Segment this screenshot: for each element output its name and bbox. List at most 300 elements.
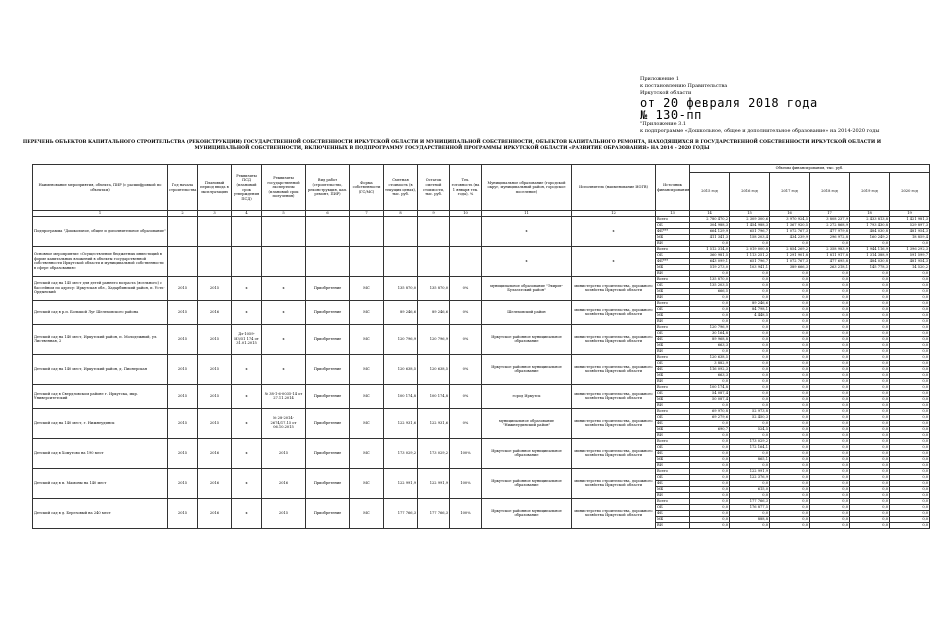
readiness: 0% bbox=[450, 300, 482, 324]
start-year: 2015 bbox=[168, 384, 198, 408]
funding-value: 0,0 bbox=[690, 270, 730, 276]
col-number: 6 bbox=[306, 211, 350, 217]
funding-source: МБ bbox=[656, 486, 690, 492]
object-name: Детский сад в Хомутово на 190 мест bbox=[33, 438, 168, 468]
object-name: Детский сад на 140 мест, Иркутский район, д. Пионерская bbox=[33, 354, 168, 384]
funding-value: 0,0 bbox=[890, 408, 930, 414]
funding-value: 0,0 bbox=[850, 408, 890, 414]
funding-value: 2 358 983,9 bbox=[810, 246, 850, 252]
funding-value: 0,0 bbox=[890, 426, 930, 432]
object-name: Детский сад в п. Мамоны на 140 мест bbox=[33, 468, 168, 498]
funding-source: ОБ bbox=[656, 306, 690, 312]
readiness: 100% bbox=[450, 438, 482, 468]
funding-source: ВИ bbox=[656, 270, 690, 276]
funding-value: 0,0 bbox=[810, 432, 850, 438]
funding-value: 172 164,1 bbox=[730, 444, 770, 450]
funding-value: 0,0 bbox=[810, 450, 850, 456]
ownership bbox=[350, 216, 384, 246]
funding-value: 4 448,5 bbox=[730, 312, 770, 318]
funding-value: 0,0 bbox=[730, 336, 770, 342]
funding-value: 122 991,9 bbox=[730, 468, 770, 474]
funding-value: 0,0 bbox=[770, 396, 810, 402]
funding-value: 1 512 314,0 bbox=[690, 246, 730, 252]
funding-value: 0,0 bbox=[770, 492, 810, 498]
psd-details: x bbox=[232, 276, 262, 300]
funding-value: 145 778,3 bbox=[850, 264, 890, 270]
funding-value: 0,0 bbox=[770, 414, 810, 420]
funding-source: ВИ bbox=[656, 240, 690, 246]
funding-value: 0,0 bbox=[850, 312, 890, 318]
funding-value: 0,0 bbox=[770, 468, 810, 474]
funding-value: 0,0 bbox=[770, 426, 810, 432]
remaining-cost bbox=[418, 246, 450, 276]
funding-value: 0,0 bbox=[850, 474, 890, 480]
remaining-cost: 100 174,8 bbox=[418, 384, 450, 408]
executor: министерство строительства, дорожного хозяйства Иркутской области bbox=[572, 276, 656, 300]
funding-value: 52 973,8 bbox=[730, 408, 770, 414]
psd-details: x bbox=[232, 384, 262, 408]
col-psd: Реквизиты ПСД (плановый срок утверждения ПСД) bbox=[232, 165, 262, 211]
funding-value: 0,0 bbox=[850, 282, 890, 288]
funding-value: 0,0 bbox=[690, 474, 730, 480]
expertise-details: 2015 bbox=[262, 438, 306, 468]
work-type: Приобретение bbox=[306, 498, 350, 528]
funding-value: 0,0 bbox=[810, 384, 850, 390]
decree-date: от 20 февраля 2018 года bbox=[640, 96, 818, 110]
psd-details: x bbox=[232, 498, 262, 528]
funding-value: 1 793 430,8 bbox=[850, 222, 890, 228]
funding-value: 0,0 bbox=[850, 510, 890, 516]
municipality: Иркутское районное муниципальное образование bbox=[482, 354, 572, 384]
municipality: муниципальное образование "Эхирит-Булагатский район" bbox=[482, 276, 572, 300]
funding-value: 3 808 237,9 bbox=[810, 216, 850, 222]
funding-value: 0,0 bbox=[770, 336, 810, 342]
remaining-cost: 135 870,0 bbox=[418, 276, 450, 300]
funding-value: 0,0 bbox=[850, 384, 890, 390]
funding-value: 0,0 bbox=[810, 312, 850, 318]
funding-value: 0,0 bbox=[890, 384, 930, 390]
funding-value: 0,0 bbox=[890, 378, 930, 384]
funding-value: 0,0 bbox=[770, 372, 810, 378]
col-number: 8 bbox=[384, 211, 418, 217]
funding-source: ОБ bbox=[656, 282, 690, 288]
estimated-cost: 135 870,0 bbox=[384, 276, 418, 300]
funding-value: 0,0 bbox=[810, 336, 850, 342]
funding-value: 0,0 bbox=[690, 312, 730, 318]
funding-value: 615,0 bbox=[730, 486, 770, 492]
funding-value: 0,0 bbox=[690, 294, 730, 300]
funding-source: МБ bbox=[656, 312, 690, 318]
expertise-details: x bbox=[262, 276, 306, 300]
executor: министерство строительства, дорожного хозяйства Иркутской области bbox=[572, 468, 656, 498]
appendix-line: к подпрограмме «Дошкольное, общее и дополнительное образование» на 2014-2020 годы bbox=[640, 128, 880, 134]
funding-source: МБ bbox=[656, 372, 690, 378]
readiness: 0% bbox=[450, 276, 482, 300]
funding-value: 0,0 bbox=[730, 348, 770, 354]
col-number: 17 bbox=[810, 211, 850, 217]
funding-value: 0,0 bbox=[890, 480, 930, 486]
municipality: город Иркутск bbox=[482, 384, 572, 408]
municipality: x bbox=[482, 216, 572, 246]
appendix-line: "Приложение 3.1 bbox=[640, 121, 687, 127]
funding-value: 14 520,2 bbox=[890, 264, 930, 270]
funding-source: Всего bbox=[656, 498, 690, 504]
col-year: 2017 год bbox=[770, 173, 810, 211]
funding-value: 84 798,1 bbox=[730, 306, 770, 312]
appendix-line: Иркутской области bbox=[640, 90, 692, 96]
funding-value: 100 174,8 bbox=[690, 384, 730, 390]
end-year: 2015 bbox=[198, 408, 232, 438]
funding-value: 0,0 bbox=[850, 288, 890, 294]
funding-source: МБ bbox=[656, 288, 690, 294]
funding-value: 0,0 bbox=[890, 402, 930, 408]
funding-value: 0,0 bbox=[850, 348, 890, 354]
funding-value: 0,0 bbox=[890, 498, 930, 504]
funding-value: 0,0 bbox=[850, 330, 890, 336]
funding-value: 120 638,5 bbox=[690, 354, 730, 360]
expertise-details: 2015 bbox=[262, 498, 306, 528]
funding-value: 0,0 bbox=[690, 438, 730, 444]
funding-value: 0,0 bbox=[850, 438, 890, 444]
col-customer: Муниципальное образование (городской округ, муниципальный район, городское поселение) bbox=[482, 165, 572, 211]
funding-value: 0,0 bbox=[890, 300, 930, 306]
ownership: МС bbox=[350, 384, 384, 408]
funding-source: ФБ bbox=[656, 366, 690, 372]
col-year: 2020 год bbox=[890, 173, 930, 211]
col-number: 9 bbox=[418, 211, 450, 217]
col-number: 15 bbox=[730, 211, 770, 217]
funding-value: 0,0 bbox=[850, 504, 890, 510]
funding-value: 0,0 bbox=[890, 336, 930, 342]
funding-value: 0,0 bbox=[850, 426, 890, 432]
funding-source: ОБ bbox=[656, 504, 690, 510]
estimated-cost: 120 638,5 bbox=[384, 354, 418, 384]
funding-source: ВИ bbox=[656, 348, 690, 354]
funding-source: МБ bbox=[656, 342, 690, 348]
funding-value: 0,0 bbox=[770, 432, 810, 438]
work-type: Приобретение bbox=[306, 438, 350, 468]
funding-value: 0,0 bbox=[730, 318, 770, 324]
funding-value: 120 796,9 bbox=[690, 324, 730, 330]
funding-value: 0,0 bbox=[890, 330, 930, 336]
funding-value: 0,0 bbox=[810, 474, 850, 480]
funding-value: 50 087,4 bbox=[690, 396, 730, 402]
funding-value: 135 203,5 bbox=[690, 282, 730, 288]
funding-value: 52 450,3 bbox=[730, 414, 770, 420]
ownership: МС bbox=[350, 468, 384, 498]
estimated-cost: 120 796,9 bbox=[384, 324, 418, 354]
object-name: Детский сад на 140 мест, Иркутский район, п. Молодежный, ул. Лиственная, 2 bbox=[33, 324, 168, 354]
funding-value: 0,0 bbox=[890, 366, 930, 372]
col-number: 12 bbox=[572, 211, 656, 217]
funding-value: 0,0 bbox=[890, 318, 930, 324]
funding-value: 3 970 924,5 bbox=[770, 216, 810, 222]
funding-value: 389 666,3 bbox=[770, 264, 810, 270]
funding-value: 0,0 bbox=[810, 420, 850, 426]
funding-value: 0,0 bbox=[770, 378, 810, 384]
funding-value: 0,0 bbox=[810, 426, 850, 432]
funding-value: 0,0 bbox=[730, 330, 770, 336]
funding-value: 0,0 bbox=[890, 282, 930, 288]
funding-value: 0,0 bbox=[770, 288, 810, 294]
funding-value: 0,0 bbox=[810, 498, 850, 504]
funding-value: 0,0 bbox=[730, 384, 770, 390]
funding-value: 0,0 bbox=[770, 240, 810, 246]
funding-source: Всего bbox=[656, 216, 690, 222]
expertise-details: 2016 bbox=[262, 468, 306, 498]
funding-value: 1 396 292,3 bbox=[890, 246, 930, 252]
funding-value: 0,0 bbox=[850, 450, 890, 456]
funding-value: 481 954,3 bbox=[890, 258, 930, 264]
funding-value: 0,0 bbox=[890, 432, 930, 438]
end-year bbox=[198, 246, 232, 276]
work-type: Приобретение bbox=[306, 354, 350, 384]
funding-value: 0,0 bbox=[850, 498, 890, 504]
remaining-cost: 122 931,6 bbox=[418, 408, 450, 438]
funding-value: 0,0 bbox=[770, 480, 810, 486]
start-year: 2015 bbox=[168, 468, 198, 498]
funding-value: 0,0 bbox=[730, 390, 770, 396]
ownership: МС bbox=[350, 498, 384, 528]
funding-value: 0,0 bbox=[810, 408, 850, 414]
funding-source: Всего bbox=[656, 246, 690, 252]
col-readiness: Тех. готовность (на 1 января тек. года), % bbox=[450, 165, 482, 211]
funding-value: 0,0 bbox=[690, 516, 730, 522]
funding-source: МБ bbox=[656, 516, 690, 522]
funding-value: 690,7 bbox=[690, 426, 730, 432]
funding-source: ВИ bbox=[656, 462, 690, 468]
funding-value: 0,0 bbox=[810, 462, 850, 468]
remaining-cost: 89 246,6 bbox=[418, 300, 450, 324]
funding-source: МБ bbox=[656, 264, 690, 270]
col-year: 2016 год bbox=[730, 173, 770, 211]
funding-source: ФБ bbox=[656, 480, 690, 486]
funding-value: 0,0 bbox=[810, 270, 850, 276]
object-name: Детский сад в Свердловском районе г. Иркутска, мкр. Университетский bbox=[33, 384, 168, 408]
funding-value: 0,0 bbox=[730, 276, 770, 282]
work-type: Приобретение bbox=[306, 324, 350, 354]
funding-value: 0,0 bbox=[730, 288, 770, 294]
funding-value: 1 072 767,3 bbox=[770, 258, 810, 264]
work-type: Приобретение bbox=[306, 276, 350, 300]
funding-value: 666,5 bbox=[690, 288, 730, 294]
end-year: 2016 bbox=[198, 300, 232, 324]
end-year: 2016 bbox=[198, 438, 232, 468]
funding-value: 54 087,4 bbox=[690, 390, 730, 396]
object-name: Подпрограмма "Дошкольное, общее и дополнительное образование" bbox=[33, 216, 168, 246]
funding-value: 0,0 bbox=[850, 432, 890, 438]
col-name: Наименование мероприятия, объекта, ПИР (с расшифровкой по объектам) bbox=[33, 165, 168, 211]
funding-source: ВИ bbox=[656, 492, 690, 498]
readiness bbox=[450, 246, 482, 276]
funding-value: 0,0 bbox=[690, 420, 730, 426]
funding-value: 0,0 bbox=[890, 348, 930, 354]
funding-value: 0,0 bbox=[850, 372, 890, 378]
document-title: ПЕРЕЧЕНЬ ОБЪЕКТОВ КАПИТАЛЬНОГО СТРОИТЕЛЬСТВА (РЕКОНСТРУКЦИИ) ГОСУДАРСТВЕННОЙ СОБСТВЕННОСТИ ИРКУТСКОЙ ОБЛАСТИ И МУНИЦИПАЛЬНОЙ СОБСТВЕННОСТИ, ОБЪЕКТОВ КАПИТАЛЬНОГО РЕМОНТА, НАХОДЯЩИХСЯ В ГОСУДАРСТВЕННОЙ СОБСТВЕННОСТИ ИРКУТСКОЙ ОБЛАСТИ И МУНИЦИПАЛЬНОЙ СОБСТВЕННОСТИ, ВКЛЮЧЕННЫХ В ПОДПРОГРАММУ ГОСУДАРСТВЕННОЙ ПРОГРАММЫ ИРКУТСКОЙ ОБЛАСТИ «РАЗВИТИЕ ОБРАЗОВАНИЯ» НА 2014 - 2020 ГОДЫ bbox=[22, 140, 882, 152]
funding-value: 0,0 bbox=[730, 354, 770, 360]
funding-value: 0,0 bbox=[890, 342, 930, 348]
funding-source: ФБ*** bbox=[656, 228, 690, 234]
funding-value: 2 854 269,2 bbox=[770, 246, 810, 252]
funding-value: 0,0 bbox=[770, 324, 810, 330]
executor: министерство строительства, дорожного хозяйства Иркутской области bbox=[572, 498, 656, 528]
funding-value: 69 970,8 bbox=[690, 408, 730, 414]
readiness: 100% bbox=[450, 468, 482, 498]
expertise-details bbox=[262, 246, 306, 276]
funding-source: МБ bbox=[656, 396, 690, 402]
psd-details: Дз-1059-ИЗ/51 174 от 31.01.2015 bbox=[232, 324, 262, 354]
funding-value: 173 029,2 bbox=[730, 438, 770, 444]
funding-value: 0,0 bbox=[850, 276, 890, 282]
estimated-cost: 89 246,6 bbox=[384, 300, 418, 324]
funding-value: 0,0 bbox=[690, 402, 730, 408]
funding-source: ВИ bbox=[656, 378, 690, 384]
funding-value: 0,0 bbox=[770, 402, 810, 408]
appendix-line: Приложение 1 bbox=[640, 76, 680, 82]
appendix-line: к постановлению Правительства bbox=[640, 83, 728, 89]
funding-source: Всего bbox=[656, 354, 690, 360]
funding-value: 1 314 388,9 bbox=[850, 252, 890, 258]
ownership: МС bbox=[350, 276, 384, 300]
funding-source: Всего bbox=[656, 276, 690, 282]
funding-value: 484 030,8 bbox=[850, 228, 890, 234]
funding-value: 0,0 bbox=[810, 456, 850, 462]
funding-source: ОБ bbox=[656, 330, 690, 336]
funding-value: 0,0 bbox=[770, 456, 810, 462]
estimated-cost: 177 766,3 bbox=[384, 498, 418, 528]
start-year bbox=[168, 246, 198, 276]
funding-value: 0,0 bbox=[810, 402, 850, 408]
funding-value: 360 981,5 bbox=[690, 252, 730, 258]
ownership: МС bbox=[350, 300, 384, 324]
funding-source: Всего bbox=[656, 300, 690, 306]
funding-value: 0,0 bbox=[890, 294, 930, 300]
funding-value: 0,0 bbox=[890, 456, 930, 462]
funding-value: 304 988,3 bbox=[690, 222, 730, 228]
funding-value: 481 954,3 bbox=[890, 228, 930, 234]
funding-value: 2 019 000,8 bbox=[730, 246, 770, 252]
remaining-cost: 173 029,2 bbox=[418, 438, 450, 468]
funding-value: 0,0 bbox=[690, 318, 730, 324]
funding-value: 0,0 bbox=[810, 414, 850, 420]
executor: x bbox=[572, 246, 656, 276]
funding-value: 0,0 bbox=[770, 438, 810, 444]
funding-value: 0,0 bbox=[770, 498, 810, 504]
funding-value: 664 129,9 bbox=[690, 228, 730, 234]
funding-value: 0,0 bbox=[730, 432, 770, 438]
funding-source: МБ bbox=[656, 456, 690, 462]
funding-value: 1 944 116,9 bbox=[850, 246, 890, 252]
funding-value: 0,0 bbox=[810, 324, 850, 330]
funding-value: 69 279,6 bbox=[690, 414, 730, 420]
col-volume: Объемы финансирования, тыс. руб. bbox=[690, 165, 930, 173]
funding-value: 0,0 bbox=[890, 438, 930, 444]
funding-value: 0,0 bbox=[770, 366, 810, 372]
funding-value: 0,0 bbox=[810, 318, 850, 324]
funding-value: 0,0 bbox=[730, 342, 770, 348]
funding-value: 0,0 bbox=[770, 282, 810, 288]
expertise-details bbox=[262, 216, 306, 246]
funding-value: 0,0 bbox=[890, 390, 930, 396]
expertise-details: x bbox=[262, 324, 306, 354]
end-year: 2015 bbox=[198, 276, 232, 300]
funding-value: 0,0 bbox=[730, 366, 770, 372]
funding-value: 0,0 bbox=[890, 288, 930, 294]
estimated-cost: 122 991,9 bbox=[384, 468, 418, 498]
funding-value: 663,3 bbox=[690, 372, 730, 378]
funding-source: ОБ bbox=[656, 390, 690, 396]
ownership: МС bbox=[350, 354, 384, 384]
municipality: муниципальное образование "Нижнеудинский район" bbox=[482, 408, 572, 438]
funding-source: ОБ bbox=[656, 252, 690, 258]
col-number: 19 bbox=[890, 211, 930, 217]
estimated-cost: 173 029,2 bbox=[384, 438, 418, 468]
funding-value: 0,0 bbox=[770, 312, 810, 318]
funding-source: Всего bbox=[656, 408, 690, 414]
funding-value: 0,0 bbox=[690, 522, 730, 528]
readiness bbox=[450, 216, 482, 246]
funding-value: 0,0 bbox=[730, 396, 770, 402]
funding-value: 0,0 bbox=[690, 450, 730, 456]
funding-value: 116 092,3 bbox=[690, 366, 730, 372]
funding-value: 0,0 bbox=[850, 456, 890, 462]
funding-value: 529 897,3 bbox=[890, 222, 930, 228]
funding-value: 0,0 bbox=[770, 474, 810, 480]
funding-value: 888,8 bbox=[730, 516, 770, 522]
funding-value: 0,0 bbox=[850, 480, 890, 486]
funding-value: 0,0 bbox=[770, 300, 810, 306]
psd-details: x bbox=[232, 300, 262, 324]
funding-value: 0,0 bbox=[810, 504, 850, 510]
funding-value: 0,0 bbox=[730, 282, 770, 288]
funding-source: ВИ bbox=[656, 402, 690, 408]
col-number: 1 bbox=[33, 211, 168, 217]
funding-value: 0,0 bbox=[850, 366, 890, 372]
end-year: 2015 bbox=[198, 384, 232, 408]
funding-value: 0,0 bbox=[810, 330, 850, 336]
psd-details: x bbox=[232, 468, 262, 498]
funding-value: 0,0 bbox=[730, 492, 770, 498]
funding-value: 0,0 bbox=[690, 444, 730, 450]
end-year bbox=[198, 216, 232, 246]
funding-value: 18 859,4 bbox=[890, 234, 930, 240]
col-number: 4 bbox=[232, 211, 262, 217]
estimated-cost bbox=[384, 246, 418, 276]
col-number: 11 bbox=[482, 211, 572, 217]
col-work: Вид работ (строительство, реконструкция, кап. ремонт, ПИР) bbox=[306, 165, 350, 211]
funding-value: 0,0 bbox=[730, 294, 770, 300]
start-year: 2015 bbox=[168, 300, 198, 324]
funding-value: 0,0 bbox=[850, 342, 890, 348]
funding-value: 1 113 251,2 bbox=[730, 252, 770, 258]
funding-value: 0,0 bbox=[810, 306, 850, 312]
funding-value: 0,0 bbox=[850, 240, 890, 246]
funding-value: 160 249,2 bbox=[850, 234, 890, 240]
col-end: Плановый период ввода в эксплуатацию bbox=[198, 165, 232, 211]
funding-value: 0,0 bbox=[850, 396, 890, 402]
funding-value: 651 796,7 bbox=[730, 228, 770, 234]
funding-value: 0,0 bbox=[890, 420, 930, 426]
funding-value: 1 454 988,3 bbox=[730, 222, 770, 228]
funding-value: 411 341,3 bbox=[690, 234, 730, 240]
funding-value: 1 367 920,5 bbox=[770, 222, 810, 228]
work-type: Приобретение bbox=[306, 384, 350, 408]
funding-value: 0,0 bbox=[810, 510, 850, 516]
funding-value: 0,0 bbox=[730, 378, 770, 384]
decree-number: № 130-пп bbox=[640, 108, 702, 122]
funding-value: 0,0 bbox=[810, 486, 850, 492]
funding-value: 0,0 bbox=[850, 324, 890, 330]
